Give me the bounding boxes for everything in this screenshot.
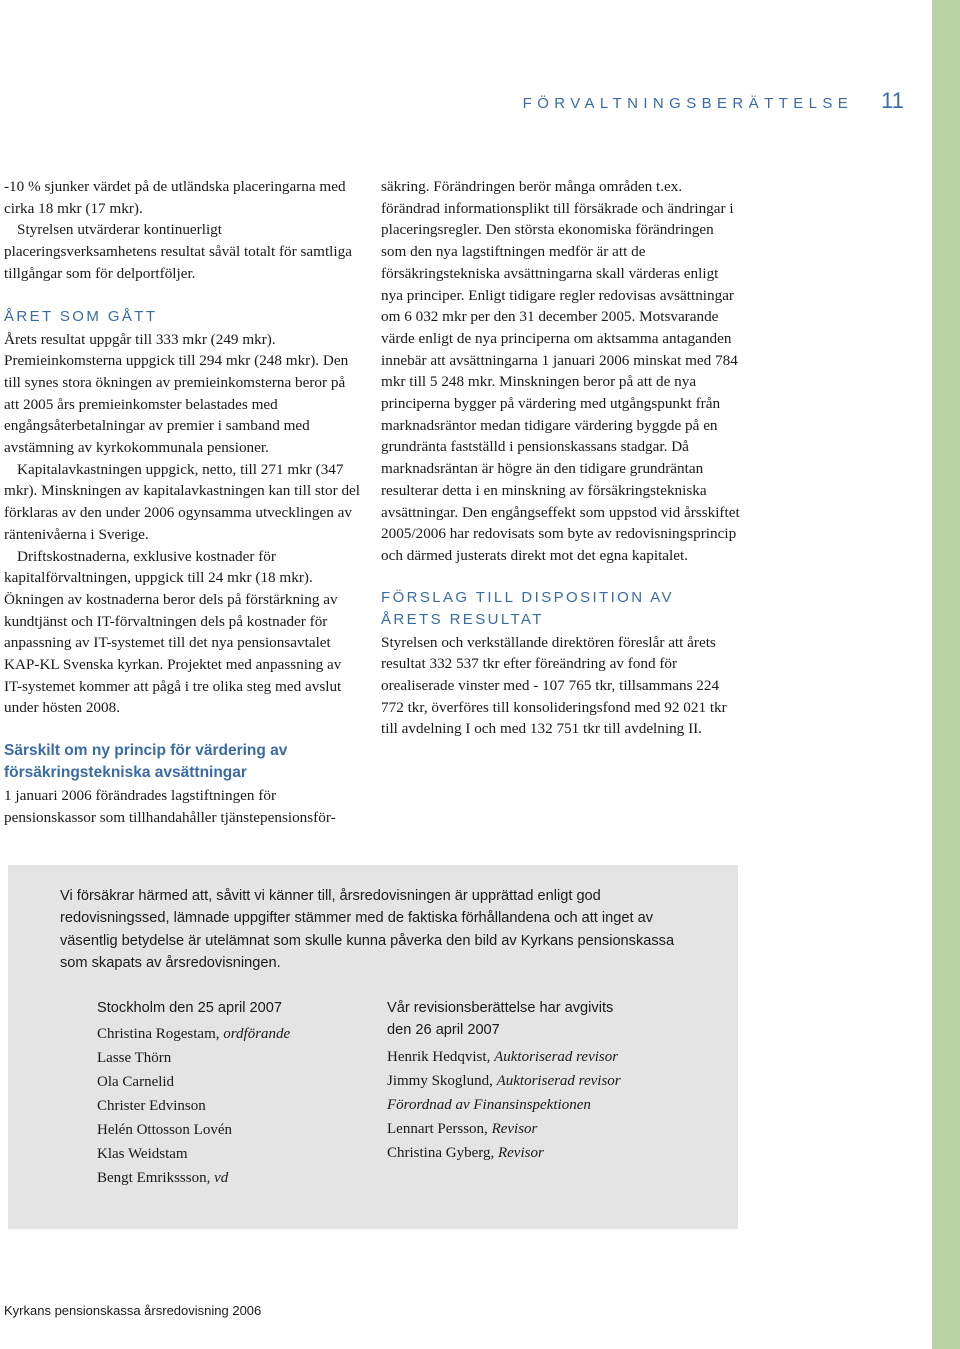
signatory-role: vd <box>214 1170 229 1186</box>
signatory <box>97 1166 377 1190</box>
declaration-text: Vi försäkrar härmed att, såvitt vi känner till, årsredovisningen är upprättad enligt god redovisningssed, lämnade uppgifter stämmer med de faktiska förhållandena och att inget av väsentlig betydelse är utelämnat som skulle kunna påverka den bild av Kyrkans pensionskassa som skapats av årsredovisningen. <box>60 888 675 971</box>
auditor <box>387 1069 717 1093</box>
declaration <box>60 885 700 974</box>
paragraph: Styrelsen och verkställande direktören föreslår att årets resultat 332 537 tkr efter föreändring av fond för orealiserade vinster med - 107 765 tkr, tillsammans 224 772 tkr, överföres till konsolideringsfond med 92 021 tkr till avdelning I och med 132 751 tkr till avdelning II. <box>381 633 727 738</box>
paragraph: Styrelsen utvärderar kontinuerligt placeringsverksamhetens resultat såväl totalt för samtliga tillgångar som för delportföljer. <box>4 221 352 282</box>
signatory-name: Bengt Emrikssson, <box>97 1170 211 1186</box>
paragraph: Kapitalavkastningen uppgick, netto, till 271 mkr (347 mkr). Minskningen av kapitalavkastningen kan till stor del förklaras av den under 2006 ogynsamma utvecklingen av räntenivåerna i Sverige. <box>4 460 360 543</box>
section-title: FÖRVALTNINGSBERÄTTELSE <box>522 95 854 112</box>
auditor-name: Henrik Hedqvist, <box>387 1049 491 1065</box>
paragraph: säkring. Förändringen berör många områden t.ex. förändrad informationsplikt till försäkrade och ändringar i placeringsregler. Den största ekonomiska förändringen som den nya lagstiftningen medför är att de försäkringstekniska avsättningarna skall värderas enligt nya principer. Enligt tidigare regler redovisas avsättningar om 6 032 mkr per den 31 december 2005. Motsvarande värde enligt de nya principerna om aktsamma antaganden innebär att avsättningarna 1 januari 2006 minskat med 784 mkr till 5 248 mkr. Minskningen beror på att de nya principerna bygger på värdering med utgångspunkt från marknadsräntor medan tidigare värdering byggde på en grundränta fastställd i pensionskassans stadgar. Då marknadsräntan är högre än den tidigare grundräntan resulterar detta i en minskning av försäkringstekniska avsättningar. Den engångseffekt som uppstod vid årsskiftet 2005/2006 har redovisats som byte av redovisningsprincip och därmed justerats direkt mot det egna kapitalet. <box>381 178 740 564</box>
auditor-role: Förordnad av Finansinspektionen <box>387 1097 591 1113</box>
board-signatures <box>97 997 377 1190</box>
left-column <box>4 176 360 829</box>
auditor-name: Lennart Persson, <box>387 1121 488 1137</box>
heading-sarskilt-om-ny-princip: Särskilt om ny princip för värdering av försäkringstekniska avsättningar <box>4 742 288 782</box>
page-footer: Kyrkans pensionskassa årsredovisning 2006 <box>4 1303 262 1318</box>
heading-forslag-till-disposition: FÖRSLAG TILL DISPOSITION AV ÅRETS RESULTAT <box>381 588 674 628</box>
auditor <box>387 1141 717 1165</box>
place-date: Stockholm den 25 april 2007 <box>97 1000 282 1016</box>
signatory: Christer Edvinson <box>97 1098 206 1114</box>
auditor-signatures <box>387 997 717 1165</box>
auditor-name: Jimmy Skoglund, <box>387 1073 493 1089</box>
auditor-intro-date: den 26 april 2007 <box>387 1022 500 1038</box>
signatory-role: ordförande <box>223 1026 291 1042</box>
signature-box <box>8 865 738 1229</box>
signatory: Ola Carnelid <box>97 1074 175 1090</box>
auditor <box>387 1117 717 1141</box>
signatory <box>97 1022 377 1046</box>
auditor-role: Auktoriserad revisor <box>494 1049 619 1065</box>
paragraph: Driftskostnaderna, exklusive kostnader för kapitalförvaltningen, uppgick till 24 mkr (18 mkr). Ökningen av kostnaderna beror dels på förstärkning av kundtjänst och IT-förvaltningen dels på kostnader för anpassning av IT-systemet till det nya pensionsavtalet KAP-KL Svenska kyrkan. Projektet med anpassning av IT-systemet kommer att pågå i tre olika steg med avslut under hösten 2008. <box>4 547 342 717</box>
auditor-intro <box>387 997 717 1041</box>
signatory: Lasse Thörn <box>97 1050 172 1066</box>
auditor-role: Auktoriserad revisor <box>496 1073 621 1089</box>
page-header <box>523 88 904 114</box>
signatory: Klas Weidstam <box>97 1146 188 1162</box>
auditor-appointment <box>387 1093 717 1117</box>
auditor-name: Christina Gyberg, <box>387 1145 495 1161</box>
auditor-role: Revisor <box>491 1121 538 1137</box>
auditor-intro-line: Vår revisionsberättelse har avgivits <box>387 1000 614 1016</box>
signatory: Helén Ottosson Lovén <box>97 1122 232 1138</box>
green-side-bar <box>932 0 960 1349</box>
paragraph: -10 % sjunker värdet på de utländska placeringarna med cirka 18 mkr (17 mkr). <box>4 178 346 217</box>
paragraph: 1 januari 2006 förändrades lagstiftningen för pensionskassor som tillhandahåller tjänstepensionsför- <box>4 787 336 826</box>
auditor-role: Revisor <box>497 1145 544 1161</box>
right-column <box>381 176 741 740</box>
auditor <box>387 1045 717 1069</box>
signatory-name: Christina Rogestam, <box>97 1026 220 1042</box>
paragraph: Årets resultat uppgår till 333 mkr (249 mkr). Premieinkomsterna uppgick till 294 mkr (248 mkr). Den till synes stora ökningen av premieinkomsterna beror på att 2005 års premieinkomster belastades med engångsåterbetalningar av premier i samband med avstämning av kyrkokommunala pensioner. <box>4 330 349 457</box>
page-number: 11 <box>881 88 904 113</box>
heading-aret-som-gatt: ÅRET SOM GÅTT <box>4 307 158 325</box>
